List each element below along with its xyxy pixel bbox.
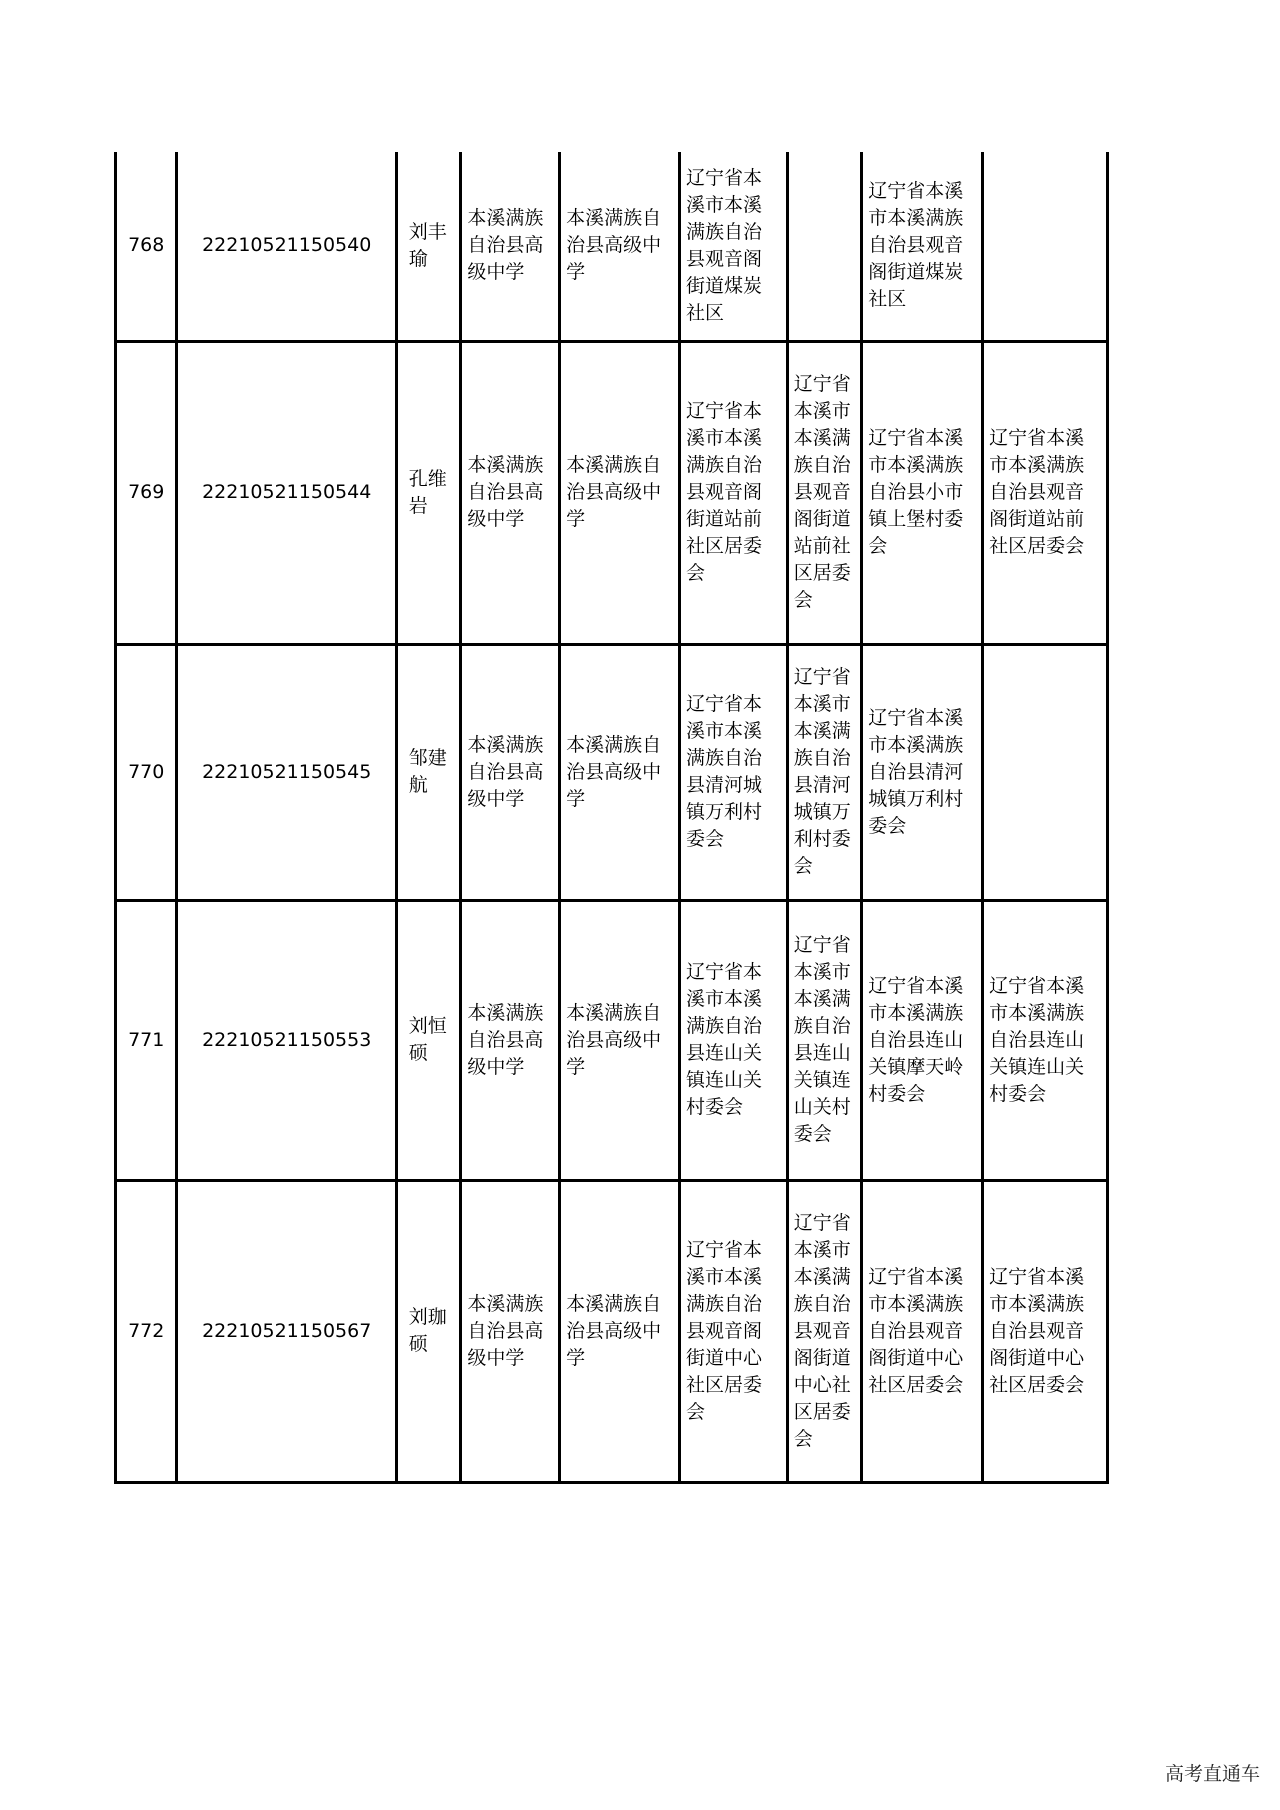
name-text: 孔维岩: [408, 467, 447, 517]
address-cell: 辽宁省本溪市本溪满族自治县清河城镇万利村委会: [862, 644, 983, 900]
exam-number-cell: 22210521150545: [177, 644, 397, 900]
table-row: [116, 900, 1108, 1180]
name-text: 刘恒硕: [408, 1015, 447, 1064]
exam-number-cell: 22210521150567: [177, 1180, 397, 1482]
school-cell: 本溪满族自治县高级中学: [461, 644, 560, 900]
address-cell: 辽宁省本溪市本溪满族自治县小市镇上堡村委会: [862, 341, 983, 644]
table-row: [116, 644, 1108, 900]
school-cell: 本溪满族自治县高级中学: [461, 900, 560, 1180]
address-cell: 辽宁省本溪市本溪满族自治县观音阁街道中心社区居委会: [679, 1180, 787, 1482]
student-roster-table: [114, 152, 1109, 1484]
seq-cell: 770: [116, 644, 177, 900]
school-cell: 本溪满族自治县高级中学: [461, 1180, 560, 1482]
seq-cell: 769: [116, 341, 177, 644]
address-cell: 辽宁省本溪市本溪满族自治县观音阁街道煤炭社区: [679, 152, 787, 341]
seq-cell: 772: [116, 1180, 177, 1482]
school-cell: 本溪满族自治县高级中学: [461, 341, 560, 644]
name-cell: [396, 152, 460, 341]
address-cell: 辽宁省本溪市本溪满族自治县清河城镇万利村委会: [679, 644, 787, 900]
exam-number-cell: 22210521150540: [177, 152, 397, 341]
address-cell: 辽宁省本溪市本溪满族自治县连山关镇连山关村委会: [679, 900, 787, 1180]
school-cell: 本溪满族自治县高级中学: [560, 341, 680, 644]
address-cell: 辽宁省本溪市本溪满族自治县观音阁街道站前社区居委会: [983, 341, 1108, 644]
address-cell: 辽宁省本溪市本溪满族自治县连山关镇连山关村委会: [787, 900, 862, 1180]
school-cell: 本溪满族自治县高级中学: [560, 152, 680, 341]
name-text: 刘丰瑜: [408, 220, 447, 270]
address-cell: 辽宁省本溪市本溪满族自治县观音阁街道煤炭社区: [862, 152, 983, 341]
table-row: [116, 1180, 1108, 1482]
address-cell: 辽宁省本溪市本溪满族自治县连山关镇连山关村委会: [983, 900, 1108, 1180]
school-cell: 本溪满族自治县高级中学: [560, 900, 680, 1180]
address-cell: [983, 152, 1108, 341]
name-text: 刘珈硕: [408, 1306, 447, 1355]
roster-sheet: [114, 152, 1109, 1484]
school-cell: 本溪满族自治县高级中学: [560, 644, 680, 900]
school-cell: 本溪满族自治县高级中学: [560, 1180, 680, 1482]
exam-number-cell: 22210521150553: [177, 900, 397, 1180]
table-row: [116, 341, 1108, 644]
address-cell: [983, 644, 1108, 900]
seq-cell: 768: [116, 152, 177, 341]
seq-cell: 771: [116, 900, 177, 1180]
address-cell: 辽宁省本溪市本溪满族自治县观音阁街道站前社区居委会: [679, 341, 787, 644]
table-row: [116, 152, 1108, 341]
name-text: 邹建航: [408, 747, 447, 796]
address-cell: 辽宁省本溪市本溪满族自治县观音阁街道站前社区居委会: [787, 341, 862, 644]
address-cell: [787, 152, 862, 341]
address-cell: 辽宁省本溪市本溪满族自治县观音阁街道中心社区居委会: [983, 1180, 1108, 1482]
address-cell: 辽宁省本溪市本溪满族自治县清河城镇万利村委会: [787, 644, 862, 900]
watermark-text: 高考直通车: [1164, 1763, 1260, 1785]
address-cell: 辽宁省本溪市本溪满族自治县观音阁街道中心社区居委会: [787, 1180, 862, 1482]
address-cell: 辽宁省本溪市本溪满族自治县连山关镇摩天岭村委会: [862, 900, 983, 1180]
name-cell: [396, 644, 460, 900]
name-cell: [396, 341, 460, 644]
name-cell: [396, 1180, 460, 1482]
school-cell: 本溪满族自治县高级中学: [461, 152, 560, 341]
exam-number-cell: 22210521150544: [177, 341, 397, 644]
name-cell: [396, 900, 460, 1180]
address-cell: 辽宁省本溪市本溪满族自治县观音阁街道中心社区居委会: [862, 1180, 983, 1482]
